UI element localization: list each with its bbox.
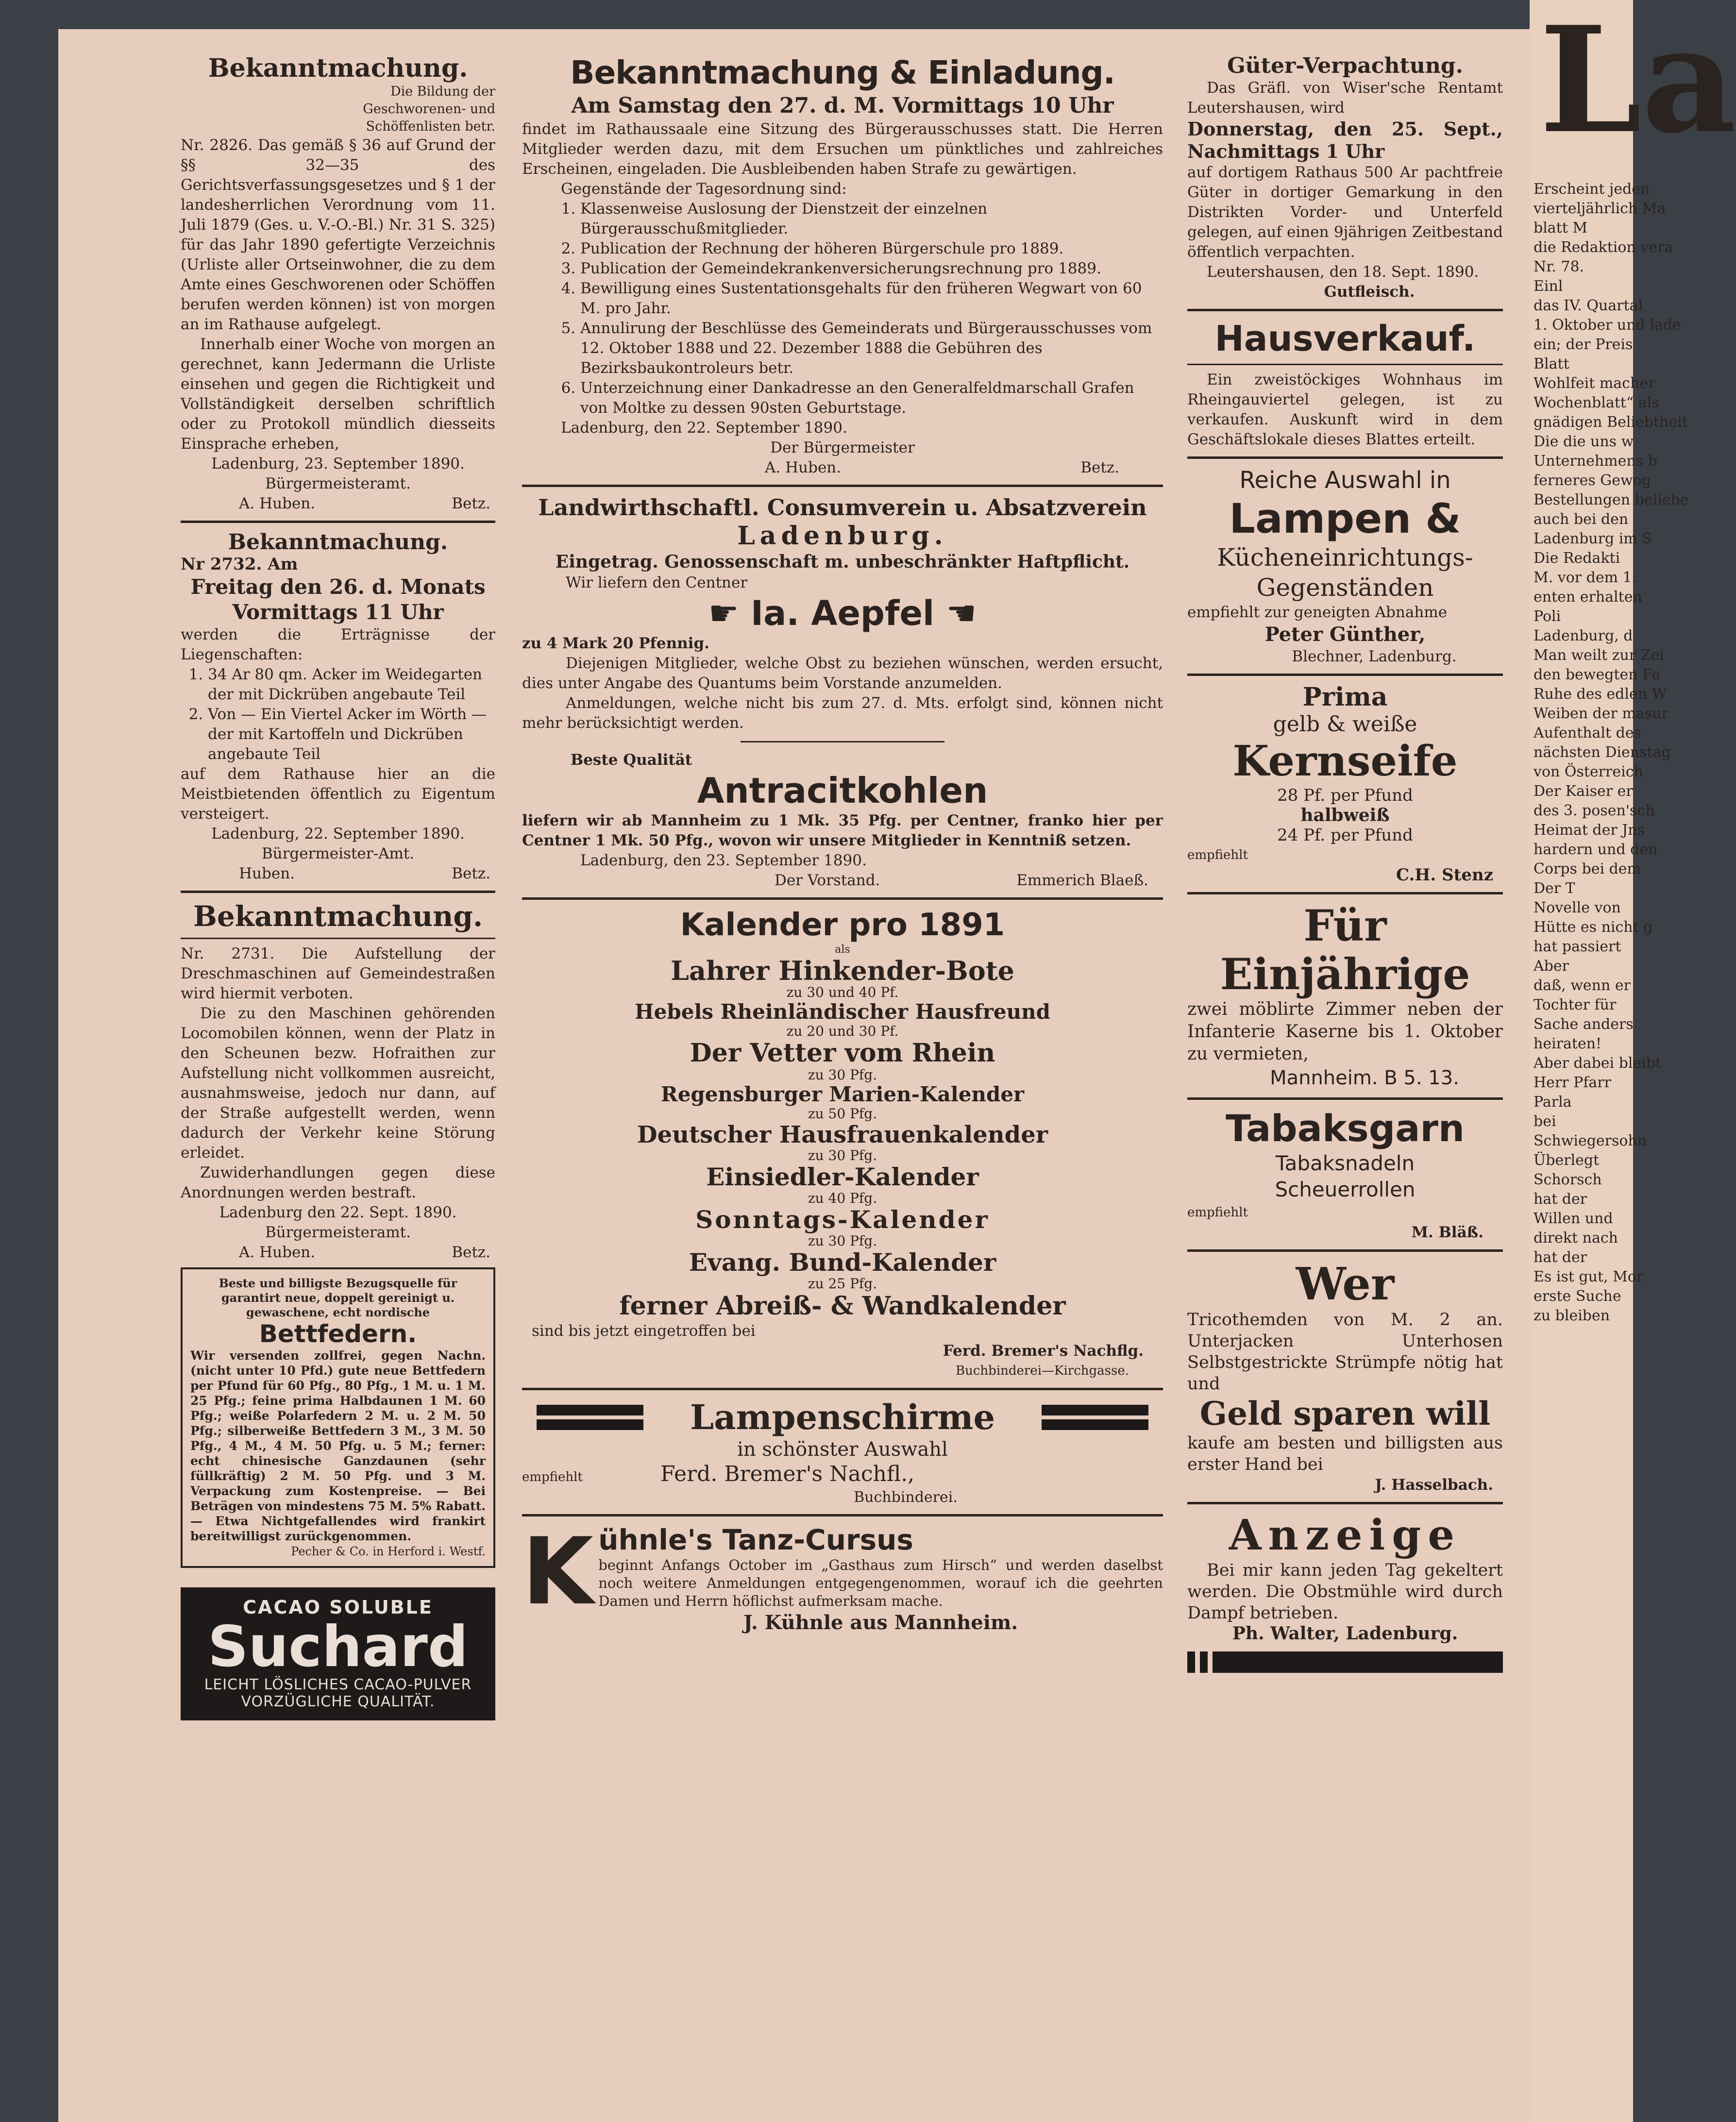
signature <box>181 494 495 514</box>
next-page-text <box>1530 160 1689 1326</box>
ad-body: Ein zweistöckiges Wohnhaus im Rheingauviertel gelegen, ist zu verkaufen. Auskunft wird in dem Geschäftslokale dieses Blattes erteilt. <box>1187 371 1503 448</box>
notice-body: Nr. 2826. Das gemäß § 36 auf Grund der §§ 32—35 des Gerichtsverfassungsgesetzes und § 1 der landesherrlichen Verordnung vom 11. Juli 1879 (Ges. u. V.-O.-Bl.) Nr. 31 S. 325) für das Jahr 1890 gefertigte Verzeichnis (Urliste aller Ortseinwohner, die zu dem Amte eines Geschworenen oder Schöffen berufen werden können) ist von morgen an im Rathause aufgelegt. <box>181 136 495 333</box>
ad-line-1: Prima <box>1302 682 1388 712</box>
divider <box>522 1514 1163 1516</box>
notice-auction <box>181 530 495 884</box>
ad-einjaehrige <box>1187 901 1503 1091</box>
decor-bar <box>1200 1651 1208 1673</box>
next-page-line: hardern und den <box>1534 841 1658 858</box>
calendar-price: zu 30 Pfg. <box>808 1233 877 1249</box>
ad-place: Mannheim. B 5. 13. <box>1270 1067 1459 1089</box>
next-page-line: Heimat der Jns <box>1534 822 1645 839</box>
notice-title: Bekanntmachung. <box>208 53 468 83</box>
divider <box>1187 674 1503 676</box>
ad-body: beginnt Anfangs October im „Gasthaus zum Hirsch“ und werden daselbst noch weitere Anmeldungen entgegengenommen, worauf ich die geehrten Damen und Herrn höflichst aufmerksam mache. <box>598 1557 1163 1609</box>
column-left <box>181 53 495 1879</box>
notice-council-meeting <box>522 53 1163 478</box>
place-date: Ladenburg, den 22. September 1890. <box>561 419 847 437</box>
notice-body-2: auf dortigem Rathaus 500 Ar pachtfreie Güter in dortiger Gemarkung in den Distrikten Vorder- und Unterfeld gelegen, auf einen 9jährigen Zeitbestand öffentlich verpachten. <box>1187 164 1503 261</box>
signature-right: Betz. <box>452 865 490 882</box>
lease-date: Donnerstag, den 25. Sept., Nachmittags 1 Uhr <box>1187 118 1503 162</box>
ad-suchard <box>181 1587 495 1720</box>
divider <box>522 1388 1163 1390</box>
calendar-name: Sonntags-Kalender <box>695 1205 990 1234</box>
next-page-line: hat der <box>1534 1191 1587 1208</box>
ad-line: in schönster Auswahl <box>737 1438 948 1461</box>
signature-right: Betz. <box>452 1244 490 1261</box>
notice-body: Das Gräfl. von Wiser'sche Rentamt Leutershausen, wird <box>1187 79 1503 117</box>
ad-title: Für Einjährige <box>1220 900 1470 999</box>
ad-intro: Wir liefern den Centner <box>566 574 748 591</box>
next-page-line: nächsten Dienstag <box>1534 744 1671 761</box>
calendar-price: zu 30 Pfg. <box>808 1067 877 1083</box>
ad-lampen <box>1187 466 1503 667</box>
ad-title: ühnle's Tanz-Cursus <box>598 1523 913 1556</box>
ad-title: Lampen & <box>1229 495 1461 542</box>
calendar-name: Regensburger Marien-Kalender <box>660 1082 1025 1106</box>
auction-intro: werden die Erträgnisse der Liegenschaften: <box>181 626 495 663</box>
next-page-line: den bewegten Fe <box>1534 666 1661 683</box>
calendar-name: Deutscher Hausfrauenkalender <box>637 1121 1048 1148</box>
agenda-item: 5. Annulirung der Beschlüsse des Gemeinderats und Bürgerausschusses vom 12. Oktober 1888 und 22. Dezember 1888 die Gebühren des Bezirksbaukontroleurs betr. <box>580 319 1163 378</box>
next-page-line: Der T <box>1534 880 1575 897</box>
ad-line-1: Tabaksnadeln <box>1275 1151 1415 1175</box>
ad-subtitle: Eingetrag. Genossenschaft m. unbeschränkter Haftpflicht. <box>555 552 1130 572</box>
divider <box>1187 456 1503 459</box>
place-date: Ladenburg, 22. September 1890. <box>211 825 465 842</box>
ad-firm-2: Buchbinderei. <box>854 1489 958 1506</box>
ad-tanzcursus <box>522 1518 1163 1635</box>
ad-anzeige <box>1187 1511 1503 1673</box>
product-apples <box>522 593 1163 634</box>
notice-body-2: Die zu den Maschinen gehörenden Locomobilen können, wenn der Platz in den Scheunen bezw. Hofraithen zur Aufstellung nicht vollkommen ausreicht, ausnahmsweise, jedoch nur dann, auf der Straße aufgestellt werden, wenn dadurch der Verkehr keine Störung erleidet. <box>181 1005 495 1162</box>
notice-title: Güter-Verpachtung. <box>1227 53 1463 78</box>
ad-signature: J. Kühnle aus Mannheim. <box>743 1611 1018 1634</box>
ad-body: Tricothemden von M. 2 an. Unterjacken Unterhosen Selbstgestrickte Strümpfe nötig hat und <box>1187 1310 1503 1394</box>
next-page-line: blatt M <box>1534 219 1588 236</box>
ad-line-1: Reiche Auswahl in <box>1239 467 1451 494</box>
ad-signature: Ph. Walter, Ladenburg. <box>1232 1623 1458 1644</box>
divider <box>522 485 1163 487</box>
place-date: Ladenburg den 22. Sept. 1890. <box>219 1204 457 1221</box>
calendar-item <box>522 1039 1163 1082</box>
next-page-line: Nr. 78. <box>1534 258 1584 275</box>
notice-lease <box>1187 53 1503 302</box>
calendar-item <box>522 1000 1163 1039</box>
calendar-firm: Ferd. Bremer's Nachflg. <box>943 1342 1144 1360</box>
ad-consumverein <box>522 494 1163 891</box>
next-page-line: Überlegt <box>1534 1152 1600 1169</box>
divider-short <box>741 741 944 742</box>
next-page-line: Aufenthalt des <box>1534 724 1641 741</box>
place-date: Ladenburg, 23. September 1890. <box>211 455 465 472</box>
ad-body-2: kaufe am besten und billigsten aus erster Hand bei <box>1187 1433 1503 1474</box>
product-price: zu 4 Mark 20 Pfennig. <box>522 635 709 652</box>
next-page-line: Bestellungen beliebe <box>1534 491 1689 508</box>
next-page-line: Ladenburg im S <box>1534 530 1652 547</box>
pointing-hand-icon: ☛ <box>708 593 751 633</box>
divider <box>1187 364 1503 365</box>
next-page-line: Ladenburg, d <box>1534 627 1633 644</box>
product-name: Ia. Aepfel <box>751 593 934 633</box>
next-page-line: Parla <box>1534 1094 1572 1111</box>
masthead-fragment: La <box>1539 0 1736 166</box>
next-page-line: Die Redakti <box>1534 550 1620 567</box>
ad-body: zwei möblirte Zimmer neben der Infanterie Kaserne bis 1. Oktober zu vermieten, <box>1187 999 1503 1064</box>
calendar-firm-2: Buchbinderei—Kirchgasse. <box>956 1364 1129 1378</box>
next-page-line: Willen und <box>1534 1210 1613 1227</box>
next-page-line: vierteljährlich Ma <box>1534 200 1666 217</box>
next-page-line: heiraten! <box>1534 1035 1602 1052</box>
divider <box>181 891 495 893</box>
ad-signature: C.H. Stenz <box>1396 865 1493 885</box>
ad-firm: Pecher & Co. in Herford i. Westf. <box>291 1545 486 1558</box>
next-page-line: Corps bei dem <box>1534 860 1641 877</box>
ad-body: empfiehlt zur geneigten Abnahme <box>1187 604 1448 621</box>
signature <box>181 864 495 884</box>
auction-item: 2. Von — Ein Viertel Acker im Wörth — der mit Kartoffeln und Dickrüben angebaute Teil <box>208 705 495 764</box>
calendar-name: Der Vetter vom Rhein <box>690 1038 995 1068</box>
calendar-list <box>522 956 1163 1291</box>
signature <box>181 1243 495 1263</box>
ad-firm-2: Blechner, Ladenburg. <box>1292 648 1457 665</box>
ad-title: Landwirthschaftl. Consumverein u. Absatzverein <box>538 494 1147 521</box>
signature-right: Betz. <box>1080 459 1119 476</box>
ad-body: Wir versenden zollfrei, gegen Nachn. (nicht unter 10 Pfd.) gute neue Bettfedern per Pfund für 60 Pfg., 80 Pfg., 1 M. u. 1 M. 25 Pfg.; feine prima Halbdaunen 1 M. 60 Pfg.; weiße Polarfedern 2 M. u. 2 M. 50 Pfg.; silberweiße Bettfedern 3 M., 3 M. 50 Pfg., 4 M., 4 M. 50 Pfg. u. 5 M.; ferner: echt chinesische Ganzdaunen (sehr füllkräftig) 2 M. 50 Pfg. und 3 M. Verpackung zum Kostenpreise. — Bei Beträgen von mindestens 75 M. 5% Rabatt. — Etwa Nichtgefallendes wird frankirt bereitwilligst zurückgenommen. <box>190 1348 486 1543</box>
divider <box>181 938 495 939</box>
calendar-price: zu 25 Pfg. <box>808 1276 877 1292</box>
ad-line-2: Kücheneinrichtungs- <box>1217 543 1473 572</box>
ad-title: Bettfedern. <box>259 1320 417 1348</box>
next-page-line: bei <box>1534 1113 1556 1130</box>
next-page-line: Sache anders <box>1534 1016 1634 1033</box>
next-page-line: Ruhe des edlen W <box>1534 686 1667 703</box>
ad-title: Lampenschirme <box>690 1397 995 1437</box>
ad-title-2: Ladenburg. <box>737 521 948 551</box>
next-page-line: Poli <box>1534 608 1561 625</box>
decor-bar <box>1187 1651 1195 1673</box>
notice-title: Bekanntmachung & Einladung. <box>570 54 1115 91</box>
notice-body-3: Zuwiderhandlungen gegen diese Anordnungen werden bestraft. <box>181 1164 495 1201</box>
ad-lampenschirme <box>522 1397 1163 1507</box>
calendar-price: zu 20 und 30 Pf. <box>786 1023 899 1039</box>
agenda-item: 2. Publication der Rechnung der höheren Bürgerschule pro 1889. <box>580 239 1163 259</box>
ad-bettfedern <box>181 1267 495 1568</box>
signature-left: A. Huben. <box>239 495 316 512</box>
place-date: Leutershausen, den 18. Sept. 1890. <box>1207 263 1479 281</box>
suchard-line-1: CACAO SOLUBLE <box>243 1597 433 1618</box>
auction-outro: auf dem Rathause hier an die Meistbietenden öffentlich zu Eigentum versteigert. <box>181 765 495 823</box>
next-page-line: Der Kaiser er <box>1534 783 1633 800</box>
next-page-line: Weiben der masur <box>1534 705 1669 722</box>
calendar-price: zu 40 Pfg. <box>808 1190 877 1206</box>
column-right <box>1187 53 1503 2025</box>
calendar-price: zu 30 und 40 Pf. <box>786 984 899 1000</box>
ad-line-3: Gegenständen <box>1256 573 1434 602</box>
next-page-line: Wohlfeit macher <box>1534 375 1655 392</box>
next-page-line: Blatt <box>1534 355 1569 372</box>
ad-kernseife <box>1187 683 1503 885</box>
auction-date: Freitag den 26. d. Monats <box>190 575 486 599</box>
agenda-title: Gegenstände der Tagesordnung sind: <box>561 180 847 198</box>
suchard-brand: Suchard <box>208 1614 468 1680</box>
initial-letter: K <box>522 1518 594 1625</box>
calendar-price: zu 50 Pfg. <box>808 1106 877 1122</box>
agenda-item: 3. Publication der Gemeindekrankenversicherungsrechnung pro 1889. <box>580 259 1163 279</box>
decor-bar <box>1213 1651 1503 1673</box>
divider <box>1187 1249 1503 1252</box>
meeting-lead: Am Samstag den 27. d. M. Vormittags 10 Uhr <box>571 93 1114 118</box>
suchard-line-3: LEICHT LÖSLICHES CACAO-PULVER <box>204 1676 472 1693</box>
signature: Gutfleisch. <box>1324 283 1415 301</box>
auction-item: 1. 34 Ar 80 qm. Acker im Weidegarten der mit Dickrüben angebaute Teil <box>208 665 495 705</box>
ad-body-3: liefern wir ab Mannheim zu 1 Mk. 35 Pfg. per Centner, franko hier per Centner 1 Mk. 50 Pfg., wovon wir unsere Mitglieder in Kenntniß setzen. <box>522 812 1163 849</box>
next-page-line: zu bleiben <box>1534 1307 1610 1324</box>
next-page-line: M. vor dem 1. <box>1534 569 1637 586</box>
ad-title: Kernseife <box>1232 737 1458 786</box>
next-page-line: Herr Pfarr <box>1534 1074 1611 1091</box>
notice-number: Nr 2732. Am <box>181 555 298 574</box>
pointing-hand-icon: ☚ <box>934 593 977 633</box>
tanz-text <box>598 1523 1163 1635</box>
next-page-line: hat der <box>1534 1249 1587 1266</box>
calendar-price: zu 30 Pfg. <box>808 1147 877 1163</box>
next-page-line: Wochenblatt“ als <box>1534 394 1659 411</box>
next-page-line: des 3. posen'sch <box>1534 802 1655 819</box>
decor-bars-left <box>537 1405 643 1430</box>
next-page-fragment <box>1530 0 1736 2122</box>
ad-wer <box>1187 1259 1503 1495</box>
next-page-line: Aber <box>1534 958 1569 975</box>
office: Bürgermeisteramt. <box>265 475 411 492</box>
ad-body: Diejenigen Mitglieder, welche Obst zu beziehen wünschen, werden ersucht, dies unter Angabe des Quantums beim Vorstande anzumelden. <box>522 655 1163 692</box>
next-page-line: von Österreich <box>1534 763 1643 780</box>
next-page-line: 1. Oktober und lade <box>1534 317 1681 334</box>
next-page-line: erste Suche <box>1534 1288 1621 1305</box>
next-page-line: Tochter für <box>1534 996 1617 1013</box>
next-page-line: Die die uns w <box>1534 433 1634 450</box>
ad-title: Tabaksgarn <box>1225 1107 1465 1150</box>
ad-title: Anzeige <box>1229 1511 1462 1560</box>
price-2: halbweiß <box>1300 805 1390 825</box>
calendar-item <box>522 1082 1163 1121</box>
next-page-line: Erscheint jeden <box>1534 181 1650 198</box>
empfiehlt-label: empfiehlt <box>1187 848 1248 862</box>
ad-title: Kalender pro 1891 <box>680 907 1005 943</box>
calendar-name: Evang. Bund-Kalender <box>689 1248 996 1277</box>
ad-body-2: Anmeldungen, welche nicht bis zum 27. d. Mts. erfolgt sind, können nicht mehr berücksichtigt werden. <box>522 694 1163 732</box>
next-page-line: Schwiegersohn <box>1534 1132 1647 1149</box>
ad-hausverkauf <box>1187 318 1503 450</box>
next-page-line: Schorsch <box>1534 1171 1602 1188</box>
notice-title: Bekanntmachung. <box>228 530 448 555</box>
divider <box>1187 1097 1503 1100</box>
signature-right: Betz. <box>452 495 490 512</box>
decor-bars-right <box>1042 1405 1148 1430</box>
next-page-line: Es ist gut, Mor <box>1534 1268 1644 1285</box>
calendar-item <box>522 1121 1163 1163</box>
notice-jury-lists <box>181 53 495 514</box>
notice-threshing <box>181 900 495 1263</box>
next-page-line: Aber dabei bleibt <box>1534 1055 1662 1072</box>
decor-bar-row <box>1187 1651 1503 1673</box>
notice-body: Nr. 2731. Die Aufstellung der Dreschmaschinen auf Gemeindestraßen wird hiermit verboten. <box>181 945 495 1002</box>
signature <box>522 871 1163 891</box>
signature-left: Huben. <box>239 865 295 882</box>
ad-body: Bei mir kann jeden Tag gekeltert werden. Die Obstmühle wird durch Dampf betrieben. <box>1187 1561 1503 1623</box>
divider <box>1187 1502 1503 1504</box>
calendar-name: Hebels Rheinländischer Hausfreund <box>634 1000 1051 1024</box>
meeting-body: findet im Rathaussaale eine Sitzung des Bürgerausschusses statt. Die Herren Mitglieder werden dazu, mit dem Ersuchen um pünktliches und zahlreiches Erscheinen, eingeladen. Die Ausbleibenden haben Strafe zu gewärtigen. <box>522 120 1163 178</box>
quality-label: Beste Qualität <box>571 751 692 769</box>
calendar-item <box>522 1248 1163 1291</box>
next-page-line: Unternehmens b <box>1534 453 1657 470</box>
notice-subject: Die Bildung der Geschworenen- und Schöffenlisten betr. <box>363 84 495 134</box>
next-page-line: direkt nach <box>1534 1229 1618 1246</box>
place-date: Ladenburg, den 23. September 1890. <box>580 852 867 869</box>
product-coal: Antracitkohlen <box>697 770 988 811</box>
office: Bürgermeister-Amt. <box>261 845 415 862</box>
next-page-line: die Redaktion vera <box>1534 239 1673 256</box>
ad-title: Wer <box>1296 1258 1395 1310</box>
auction-time: Vormittags 11 Uhr <box>232 600 444 624</box>
lamp-title-row <box>522 1397 1163 1437</box>
ad-title: Hausverkauf. <box>1214 318 1476 359</box>
column-middle <box>522 53 1163 2020</box>
ad-intro: Beste und billigste Bezugsquelle für garantirt neue, doppelt gereinigt u. gewaschene, echt nordische <box>219 1276 457 1319</box>
ad-firm: Ferd. Bremer's Nachfl., <box>660 1462 915 1486</box>
signature <box>522 458 1163 478</box>
empfiehlt-label: empfiehlt <box>522 1470 583 1484</box>
next-page-line: Einl <box>1534 278 1563 295</box>
agenda-item: 1. Klassenweise Auslosung der Dienstzeit der einzelnen Bürgerausschußmitglieder. <box>580 199 1163 239</box>
ad-calendars <box>522 907 1163 1381</box>
calendar-note: sind bis jetzt eingetroffen bei <box>532 1322 756 1340</box>
divider <box>1187 892 1503 894</box>
ad-signature: J. Hasselbach. <box>1375 1476 1493 1494</box>
next-page-line: enten erhalten <box>1534 589 1642 606</box>
signature-left: Der Vorstand. <box>775 872 880 889</box>
notice-body-2: Innerhalb einer Woche von morgen an gerechnet, kann Jedermann die Urliste einsehen und gegen die Richtigkeit und Vollständigkeit derselben schriftlich oder zu Protokoll mündlich diesseits Einsprache erheben, <box>181 336 495 453</box>
next-page-line: Man weilt zur Zei <box>1534 647 1664 664</box>
price-3: 24 Pf. per Pfund <box>1277 825 1413 845</box>
next-page-line: Hütte es nicht g <box>1534 919 1653 936</box>
ad-big: Geld sparen will <box>1199 1395 1491 1432</box>
signature-left: A. Huben. <box>765 459 842 476</box>
calendar-item <box>522 1163 1163 1206</box>
signature-left: A. Huben. <box>239 1244 316 1261</box>
notice-title: Bekanntmachung. <box>193 900 483 933</box>
next-page-line: ferneres Gewog <box>1534 472 1651 489</box>
divider <box>522 897 1163 900</box>
calendar-extra: ferner Abreiß- & Wandkalender <box>619 1291 1066 1321</box>
office: Der Bürgermeister <box>770 439 915 456</box>
ad-signature: M. Bläß. <box>1411 1224 1483 1241</box>
calendar-name: Lahrer Hinkender-Bote <box>670 955 1015 986</box>
lamp-firm-row <box>522 1462 1163 1487</box>
next-page-line: hat passiert <box>1534 938 1621 955</box>
calendar-item <box>522 956 1163 1000</box>
calendar-item <box>522 1206 1163 1248</box>
empfiehlt-label: empfiehlt <box>1187 1205 1248 1220</box>
ad-tabaksgarn <box>1187 1107 1503 1243</box>
signature-right: Emmerich Blaeß. <box>1016 872 1148 889</box>
price-1: 28 Pf. per Pfund <box>1277 786 1413 805</box>
ad-line-2: gelb & weiße <box>1273 712 1417 737</box>
divider <box>1187 309 1503 311</box>
office: Bürgermeisteramt. <box>265 1224 411 1241</box>
ad-line-2: Scheuerrollen <box>1275 1178 1416 1201</box>
suchard-line-4: VORZÜGLICHE QUALITÄT. <box>241 1693 435 1710</box>
divider <box>181 521 495 523</box>
calendar-name: Einsiedler-Kalender <box>706 1162 979 1191</box>
agenda-item: 4. Bewilligung eines Sustentationsgehalts für den früheren Wegwart von 60 M. pro Jahr. <box>580 279 1163 319</box>
next-page-line: daß, wenn er <box>1534 977 1631 994</box>
next-page-line: Novelle von <box>1534 899 1621 916</box>
next-page-line: gnädigen Beliebtheit <box>1534 414 1688 431</box>
next-page-line: auch bei den <box>1534 511 1629 528</box>
next-page-line: das IV. Quartal <box>1534 297 1643 314</box>
agenda-item: 6. Unterzeichnung einer Dankadresse an den Generalfeldmarschall Grafen von Moltke zu dessen 90sten Geburtstage. <box>580 378 1163 418</box>
ad-firm: Peter Günther, <box>1264 623 1426 646</box>
next-page-line: ein; der Preis <box>1534 336 1633 353</box>
als-label: als <box>835 943 850 956</box>
